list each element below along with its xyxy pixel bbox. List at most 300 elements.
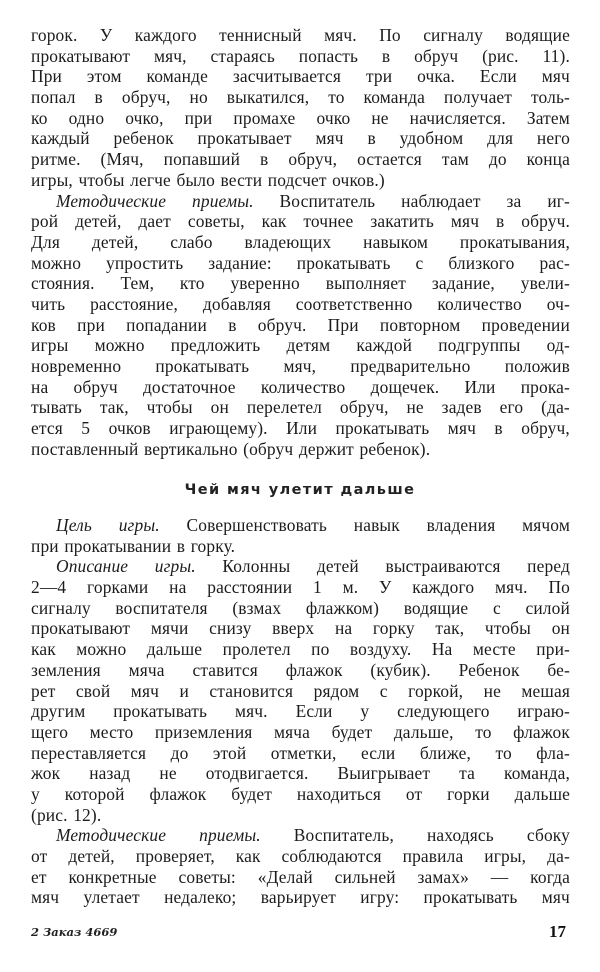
word: Ребенок [458,659,520,680]
text-line [31,887,570,908]
word: каждой [356,335,413,356]
word: советы, [187,211,245,232]
word: не [371,107,389,128]
word: 12). [73,804,102,825]
text-line [31,315,570,336]
word: рас- [539,252,570,273]
word: пролетел [222,639,291,660]
word: промахе [233,107,296,128]
word: рядом [313,680,360,701]
word: как [261,211,287,232]
word: мяч. [324,25,357,45]
word: мяч [541,66,570,87]
word: мяч [450,211,480,232]
word: следующего [397,701,490,722]
word: (рис. [31,804,68,825]
word: вверх [272,618,315,639]
word: то [328,87,345,108]
word: детям [286,335,331,356]
word: от [405,783,423,804]
word: не [159,763,177,784]
text-line [31,701,570,722]
printer-signature: 2 Заказ 4669 [31,925,118,939]
italic-term: Цель [56,515,92,535]
word: этой [212,742,247,763]
word: флажок [285,659,343,680]
word: детей, [68,846,115,866]
word: которой [64,783,125,804]
word: с [415,252,424,273]
text-line [31,87,570,108]
word: горки [447,783,490,804]
word: назад [89,763,131,784]
text-line [31,743,570,764]
word: прокатывать [335,418,430,439]
paragraph-block-1 [31,25,570,459]
text-line [31,170,570,191]
word: мячом [522,515,570,535]
word: владеющих [244,231,332,252]
word: расстояние, [90,293,178,314]
word: там [441,149,469,170]
word: команда, [504,763,570,784]
italic-term: приемы. [192,190,254,211]
word: щего [31,721,69,742]
word: та [459,763,475,784]
word: у [360,701,370,722]
word: уверенно [230,273,300,294]
word: конкретные [68,866,157,887]
word: не [406,397,424,418]
text-line [31,722,570,743]
word: подгруппы [438,335,521,356]
word: 5 [81,418,91,439]
italic-term: приемы. [199,825,261,846]
word: чтобы [78,169,125,190]
word: мяч [31,887,60,908]
word: находясь [426,825,494,846]
word: за [506,190,522,211]
word: м. [342,577,359,598]
word: Воспитатель [279,190,376,211]
word: прокатывают [31,618,131,639]
word: На [431,639,453,660]
word: замах» [417,866,469,887]
word: задев [441,397,482,418]
word: в [381,45,391,66]
text-line [31,253,570,274]
italic-term: Описание [56,556,129,577]
word: от [31,846,48,866]
word: Колонны [222,556,291,577]
word: обруч. [257,314,307,335]
word: его [499,397,524,418]
word: задание: [208,252,272,273]
word: теннисный [219,25,302,45]
word: в [496,211,505,232]
word: Для [31,231,60,252]
word: При [31,66,63,87]
text-line [31,66,570,87]
word: горку [372,618,415,639]
word: очко [316,107,351,128]
word: на [31,376,49,397]
word: одно [68,107,105,128]
word: было [176,169,215,190]
word: Если [479,66,517,87]
word: прокатывать [423,887,518,908]
word: Затем [526,107,570,128]
word: близкого [448,252,515,273]
word: снизу [209,618,252,639]
word: флажок [149,783,207,804]
text-line [31,25,570,46]
word: поставленный [31,438,139,459]
word: прокатывать [296,252,391,273]
word: каждый [31,128,90,149]
word: предложить [170,335,261,356]
word: чтобы [484,618,532,639]
word: прокатывании [64,535,172,556]
word: рет [31,680,56,701]
word: не [483,680,501,701]
word: перелетел [246,397,323,418]
word: будет [231,783,272,804]
word: так, [435,618,465,639]
word: наблюдает [401,190,481,211]
word: расстоянии [207,577,293,598]
italic-term: Методические [56,825,167,846]
word: три [365,66,393,87]
text-line [31,211,570,232]
word: рой [31,211,59,232]
word: вести [220,169,263,190]
word: добавляя [202,293,271,314]
word: детей, [75,211,122,232]
text-line [31,273,570,294]
word: сильней [334,866,396,887]
word: — [490,866,509,887]
word: чтобы [146,397,193,418]
word: улетает [83,887,140,908]
word: положив [504,356,570,376]
word: так, [99,397,129,418]
word: мяч. [494,577,528,598]
word: с [379,680,388,701]
word: обруч. [521,211,570,232]
word: засчитывается [232,66,342,87]
word: соответственно [295,293,413,314]
word: при [31,535,59,556]
text-line [31,763,570,784]
text-line [31,618,570,639]
word: при [184,107,213,128]
page-number: 17 [549,922,566,941]
word: бе- [547,659,570,680]
word: проверяет, [135,846,215,866]
word: обруч, [288,149,338,170]
word: в [494,418,503,439]
word: Если [295,701,333,722]
word: приземления [154,721,253,742]
word: очков [108,418,151,439]
word: правила [402,846,464,866]
word: да- [547,846,570,866]
word: По [379,25,401,45]
word: предварительно [350,356,471,376]
word: переставляется [31,742,147,763]
word: стараясь [210,45,275,66]
word: и [179,680,189,701]
word: 11). [542,45,570,66]
word: конца [526,149,570,170]
word: мячи [150,618,189,639]
word: ко [31,107,48,128]
text-line [31,335,570,356]
word: играющему). [169,418,268,439]
word: жок [31,763,61,784]
word: попавший [163,149,241,170]
word: 1 [313,577,322,598]
word: слабо [170,231,213,252]
word: игру: [360,887,400,908]
word: до [170,742,189,763]
word: иг- [547,190,570,211]
word: мяч [541,887,570,908]
word: до [488,149,507,170]
word: Тем, [120,273,155,294]
word: (Мяч, [100,149,144,170]
word: ритме. [31,149,81,170]
word: ребенок). [359,438,431,459]
text-line [31,660,570,681]
text-line [31,439,570,460]
word: горкой, [408,680,464,701]
word: отодвигается. [205,763,309,784]
word: (да- [541,397,570,418]
word: прокатывать [155,356,250,376]
word: варьирует [260,887,336,908]
word: прокатывать [113,701,208,722]
word: мяч [130,680,159,701]
word: становится [209,680,294,701]
word: мяча [128,659,165,680]
word: очков.) [332,169,385,190]
word: при- [536,639,570,660]
word: ет [31,866,47,887]
text-line [31,149,570,170]
word: начисляется. [409,107,506,128]
word: получает [443,87,513,108]
word: в [367,128,376,149]
text-line [31,46,570,67]
word: У [99,25,113,45]
word: ближе, [419,742,472,763]
word: водящие [403,597,469,618]
word: (рис. [482,45,519,66]
word: другим [31,701,86,722]
word: сбоку [526,825,570,846]
text-line [31,867,570,888]
word: соблюдаются [281,846,382,866]
word: дает [138,211,171,232]
word: команде [146,66,209,87]
word: ребенок [113,128,174,149]
word: каждого [134,25,197,45]
word: новременно [31,356,122,376]
word: держит [298,438,354,459]
word: можно [31,252,82,273]
word: флажком) [305,597,380,618]
word: увели- [520,273,570,294]
text-line [31,418,570,439]
word: стояния. [31,273,95,294]
word: повторном [379,314,461,335]
word: дальше [146,639,203,660]
word: играю- [517,701,570,722]
word: «Делай [257,866,313,887]
word: в [176,535,186,556]
word: ется [31,418,63,439]
word: при [77,314,105,335]
word: мяч, [153,45,187,66]
word: (кубик). [370,659,431,680]
word: выполняет [325,273,407,294]
word: мяча [273,721,311,742]
word: недалеко; [164,887,237,908]
word: как [31,639,56,660]
word: прока- [520,376,570,397]
text-line [31,681,570,702]
text-line [31,556,570,577]
word: водящие [505,25,570,45]
word: Или [286,418,318,439]
word: выкатился, [226,87,310,108]
word: игры, [484,846,527,866]
word: детей [316,556,359,577]
text-line [31,397,570,418]
word: с [492,597,501,618]
word: обруч, [521,418,570,439]
word: 2—4 [31,577,67,598]
word: но [189,87,208,108]
word: ков [31,314,56,335]
word: прокатывает [197,128,292,149]
text-line [31,784,570,805]
word: у [31,783,40,804]
text-line [31,515,570,536]
word: мяч [447,418,476,439]
word: тывать [31,397,82,418]
word: можно [94,335,145,356]
text-line [31,128,570,149]
word: как [235,846,261,866]
word: владения [426,515,496,535]
word: он [210,397,229,418]
text-line [31,191,570,212]
word: этом [86,66,122,87]
text-line [31,577,570,598]
text-line [31,639,570,660]
word: мяч, [283,356,317,376]
word: советы: [178,866,236,887]
word: по [311,639,330,660]
word: ставится [192,659,258,680]
word: него [536,128,570,149]
text-line [31,805,570,826]
word: дальше, [393,721,454,742]
word: Совершенствовать [186,515,328,535]
word: обруч [73,376,118,397]
text-line [31,232,570,253]
word: обруч [414,45,459,66]
text-line [31,846,570,867]
word: каждого [412,577,475,598]
word: чить [31,293,66,314]
section-heading: Чей мяч улетит дальше [184,482,416,498]
word: попал [31,87,76,108]
word: количество [437,293,522,314]
word: остается [357,149,422,170]
text-line [31,294,570,315]
word: в [228,314,237,335]
word: находиться [296,783,381,804]
word: навыком [363,231,429,252]
word: точнее [303,211,354,232]
word: обруч, [339,397,389,418]
word: перед [527,556,570,577]
word: отметки, [270,742,337,763]
word: вертикально [144,438,238,459]
word: толь- [531,87,570,108]
word: сигналу [423,25,483,45]
italic-term: игры. [118,515,160,535]
word: легче [130,169,171,190]
word: горками [87,577,149,598]
word: сигналу [31,597,91,618]
word: попадании [126,314,207,335]
word: прокатывают [31,45,131,66]
word: количество [260,376,346,397]
word: По [548,577,570,598]
text-line [31,825,570,846]
text-line [31,598,570,619]
word: очка. [417,66,456,87]
word: на [334,618,353,639]
italic-term: Методические [56,190,167,211]
text-line [31,108,570,129]
word: свой [75,680,111,701]
paragraph-block-2 [31,515,570,908]
text-line [31,377,570,398]
word: горок. [31,25,78,45]
word: силой [525,597,570,618]
word: оч- [546,293,570,314]
word: в [260,149,269,170]
word: обруч, [121,87,171,108]
text-line [31,356,570,377]
word: проведении [481,314,570,335]
word: воздуху. [349,639,412,660]
word: игры, [31,169,73,190]
word: (обруч [243,438,294,459]
text-line [31,536,570,557]
word: мяч. [234,701,268,722]
word: задание, [431,273,495,294]
word: дальше [514,783,570,804]
word: будет [331,721,373,742]
word: фла- [536,742,570,763]
